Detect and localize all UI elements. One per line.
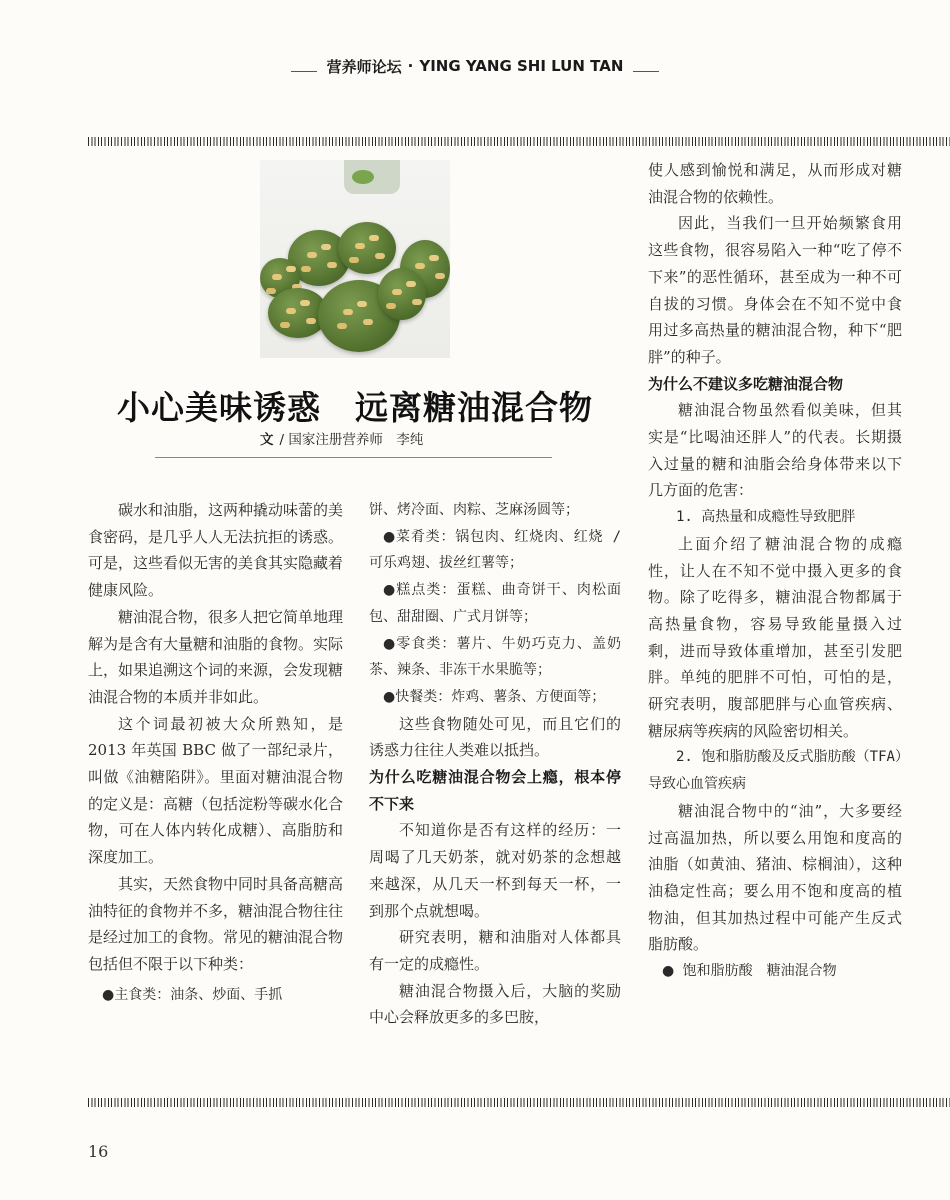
byline-prefix: 文 [260,432,274,448]
paragraph: 这个词最初被大众所熟知，是 2013 年英国 BBC 做了一部纪录片，叫做《油糖陷阱》。里面对糖油混合物的定义是：高糖（包括淀粉等碳水化合物，可在人体内转化成糖）、高脂肪和深度加工。 [88,714,344,867]
paragraph: 不知道你是否有这样的经历：一周喝了几天奶茶，就对奶茶的念想越来越深，从几天一杯到每天一杯，一到那个点就想喝。 [369,821,621,920]
paragraph: 糖油混合物中的“油”，大多要经过高温加热，所以要么用饱和度高的油脂（如黄油、猪油、棕榈油），这种油稳定性高；要么用不饱和度高的植物油，但其加热过程中可能产生反式脂肪酸。 [648,801,902,954]
header-separator: · [407,57,414,75]
jar-shape [344,160,400,194]
byline-author: / 国家注册营养师 李纯 [279,432,424,448]
list-item: ● 饱和脂肪酸 糖油混合物 [662,963,837,980]
header-section-en: YING YANG SHI LUN TAN [419,57,624,75]
column-1 [88,497,343,1008]
list-item: ●主食类：油条、炒面、手抓 [102,986,283,1003]
bullet-icon: ● [383,528,397,545]
byline [260,428,423,448]
list-item: ●零食类：薯片、牛奶巧克力、盖奶茶、辣条、非冻干水果脆等； [369,635,622,679]
paragraph-continuation: 使人感到愉悦和满足，从而形成对糖油混合物的依赖性。 [648,161,902,206]
running-header [0,55,950,77]
paragraph: 上面介绍了糖油混合物的成瘾性，让人在不知不觉中摄入更多的食物。除了吃得多，糖油混合物都属于高热量食物，容易导致能量摄入过剩，进而导致体重增加，甚至引发肥胖。单纯的肥胖不可怕，可怕的是，研究表明，腹部肥胖与心血管疾病、糖尿病等疾病的风险密切相关。 [648,534,902,740]
list-item: ●糕点类：蛋糕、曲奇饼干、肉松面包、甜甜圈、广式月饼等； [369,582,622,625]
column-2 [369,497,621,1031]
paragraph: 糖油混合物摄入后，大脑的奖励中心会释放更多的多巴胺， [369,981,621,1027]
top-decorative-rule [88,137,950,146]
bullet-icon: ● [662,963,675,980]
bullet-icon: ● [102,986,115,1003]
paragraph: 糖油混合物，很多人把它简单地理解为是含有大量糖和油脂的食物。实际上，如果追溯这个词的来源，会发现糖油混合物的本质并非如此。 [88,607,344,706]
paragraph: 研究表明，糖和油脂对人体都具有一定的成瘾性。 [369,928,621,973]
paragraph: 其实，天然食物中同时具备高糖高油特征的食物并不多，糖油混合物往往是经过加工的食物。常见的糖油混合物包括但不限于以下种类： [88,874,344,973]
header-left-rule [291,71,317,72]
section-heading: 为什么吃糖油混合物会上瘾，根本停不下来 [369,768,621,813]
byline-rule [155,457,552,458]
article-title: 小心美味诱惑 远离糖油混合物 [117,388,593,427]
bullet-icon: ● [383,688,396,705]
list-item: ●快餐类：炸鸡、薯条、方便面等； [383,688,606,705]
bullet-icon: ● [383,635,397,652]
header-right-rule [633,71,659,72]
paragraph: 糖油混合物虽然看似美味，但其实是“比喝油还胖人”的代表。长期摄入过量的糖和油脂会给身体带来以下几方面的危害： [648,401,902,500]
column-3 [648,157,902,985]
subheading: 2. 饱和脂肪酸及反式脂肪酸（TFA）导致心血管疾病 [648,749,902,793]
bullet-icon: ● [383,582,397,599]
page-number: 16 [88,1142,109,1161]
section-heading: 为什么不建议多吃糖油混合物 [648,374,844,393]
list-continuation: 饼、烤冷面、肉粽、芝麻汤圆等； [369,502,579,518]
bottom-decorative-rule [88,1098,950,1107]
paragraph: 这些食物随处可见，而且它们的诱惑力往往人类难以抵挡。 [369,714,621,760]
cookie [378,268,426,320]
subheading: 1. 高热量和成瘾性导致肥胖 [676,509,856,526]
list-item: ●菜肴类：锅包肉、红烧肉、红烧 / 可乐鸡翅、拔丝红薯等； [369,528,622,572]
article-photo [260,160,450,358]
paragraph: 因此，当我们一旦开始频繁食用这些食物，很容易陷入一种“吃了停不下来”的恶性循环，甚至成为一种不可自拔的习惯。身体会在不知不觉中食用过多高热量的糖油混合物，种下“肥胖”的种子。 [648,214,902,366]
cookie [338,222,396,274]
paragraph: 碳水和油脂，这两种撬动味蕾的美食密码，是几乎人人无法抗拒的诱惑。可是，这些看似无害的美食其实隐藏着健康风险。 [88,501,344,600]
header-section-cn: 营养师论坛 [326,57,402,76]
